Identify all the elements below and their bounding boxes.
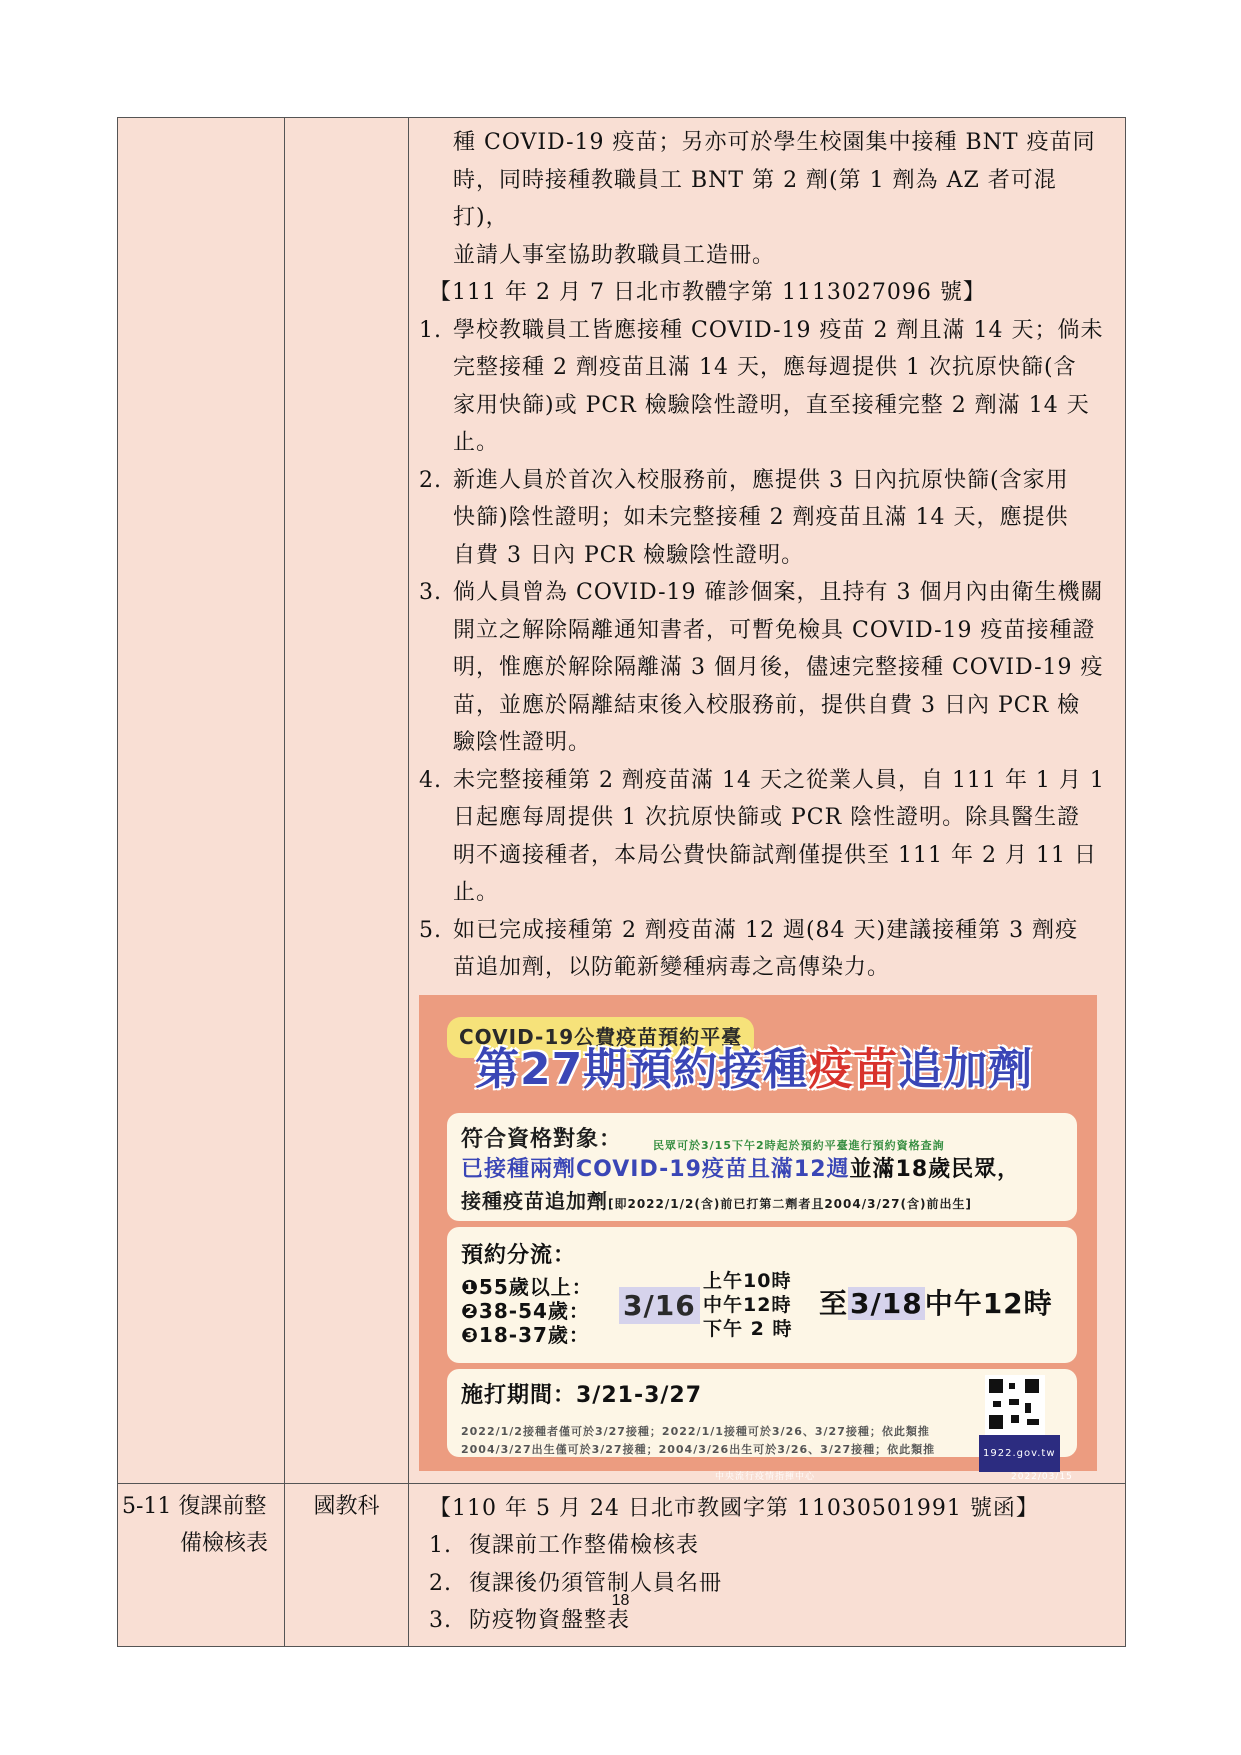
item-line: 完整接種 2 劑疫苗且滿 14 天，應每週提供 1 次抗原快篩(含	[453, 355, 1077, 380]
booking-time: 中午12時	[703, 1293, 792, 1316]
item-line: 明，惟應於解除隔離滿 3 個月後，儘速完整接種 COVID-19 疫	[453, 655, 1104, 680]
empty-name-cell	[118, 118, 285, 1484]
item-text: 復課後仍須管制人員名冊	[469, 1570, 723, 1596]
item-line: 驗陰性證明。	[453, 730, 592, 755]
item-line: 日起應每周提供 1 次抗原快篩或 PCR 陰性證明。除具醫生證	[453, 805, 1081, 830]
item-line: 止。	[453, 430, 500, 455]
deadline-prefix: 至	[819, 1286, 849, 1320]
eligibility-note: 民眾可於3/15下午2時起於預約平臺進行預約資格查詢	[653, 1138, 945, 1152]
page-number: 18	[611, 1592, 630, 1609]
table-row	[118, 1483, 1126, 1646]
vaccine-booking-poster	[419, 995, 1097, 1482]
item-line: 未完整接種第 2 劑疫苗滿 14 天之從業人員，自 111 年 1 月 1	[453, 767, 1105, 793]
item-number: 4.	[419, 767, 442, 793]
deadline-date: 3/18	[850, 1286, 923, 1320]
item-number: 5.	[419, 917, 442, 943]
list-item	[419, 574, 1107, 762]
item-number: 1.	[419, 317, 442, 343]
content-cell	[409, 118, 1126, 1484]
item-line: 明不適接種者，本局公費快篩試劑僅提供至 111 年 2 月 11 日	[453, 842, 1097, 868]
item-name-cell	[118, 1483, 285, 1646]
poster-title-part: 追加劑	[898, 1043, 1034, 1095]
qr-code-icon	[985, 1375, 1045, 1435]
booking-times	[703, 1269, 792, 1341]
poster-title-part: 第27期預約接種	[475, 1043, 809, 1095]
item-line: 自費 3 日內 PCR 檢驗陰性證明。	[453, 542, 805, 568]
period-note: 2004/3/27出生僅可於3/27接種；2004/3/26出生可於3/26、3/27接種；依此類推	[461, 1442, 936, 1456]
item-line: 家用快篩)或 PCR 檢驗陰性證明，直至接種完整 2 劑滿 14 天	[453, 392, 1090, 418]
booster-label: 接種疫苗追加劑	[461, 1188, 608, 1213]
schedule-box	[447, 1227, 1077, 1363]
deadline-time: 中午12時	[924, 1286, 1053, 1320]
eligibility-criteria-black: 並滿18歲民眾，	[849, 1156, 1021, 1182]
item-line: 苗，並應於隔離結束後入校服務前，提供自費 3 日內 PCR 檢	[453, 692, 1081, 718]
poster-date: 2022/03/15	[1011, 1471, 1073, 1482]
continuation-line: 種 COVID-19 疫苗；另亦可於學生校園集中接種 BNT 疫苗同	[453, 130, 1096, 155]
eligibility-booster	[461, 1183, 972, 1224]
item-number: 2.	[429, 1570, 452, 1596]
responsible-unit: 國教科	[313, 1493, 380, 1519]
continuation-line: 時，同時接種教職員工 BNT 第 2 劑(第 1 劑為 AZ 者可混打)，	[453, 167, 1057, 230]
poster-title	[475, 1043, 1034, 1095]
empty-unit-cell	[285, 118, 409, 1484]
poster-org: 中央流行疫情指揮中心	[715, 1471, 816, 1482]
document-reference: 【110 年 5 月 24 日北市教國字第 11030501991 號函】	[429, 1495, 1039, 1521]
list-item	[419, 762, 1107, 912]
poster-tag: COVID-19公費疫苗預約平臺	[447, 1017, 754, 1059]
list-item	[419, 462, 1107, 575]
age-group: ❷38-54歲：	[461, 1298, 590, 1323]
item-line: 快篩)陰性證明；如未完整接種 2 劑疫苗且滿 14 天，應提供	[453, 505, 1069, 530]
item-line: 止。	[453, 880, 500, 905]
checklist-table	[117, 117, 1126, 1647]
continuation-line: 並請人事室協助教職員工造冊。	[453, 242, 776, 268]
age-group: ❶55歲以上：	[461, 1274, 593, 1299]
item-number: 2.	[419, 467, 442, 493]
item-line: 苗追加劑，以防範新變種病毒之高傳染力。	[453, 955, 891, 980]
eligibility-box	[447, 1113, 1077, 1221]
poster-url: 1922.gov.tw	[979, 1435, 1060, 1473]
eligibility-label: 符合資格對象：	[461, 1126, 623, 1152]
eligibility-criteria-blue: 已接種兩劑COVID-19疫苗且滿12週	[461, 1156, 850, 1182]
item-text: 復課前工作整備檢核表	[469, 1533, 700, 1558]
list-item	[419, 912, 1107, 987]
item-line: 學校教職員工皆應接種 COVID-19 疫苗 2 劑且滿 14 天；倘未	[453, 317, 1104, 343]
period-note: 2022/1/2接種者僅可於3/27接種；2022/1/1接種可於3/26、3/27接種；依此類推	[461, 1424, 930, 1438]
item-line: 新進人員於首次入校服務前，應提供 3 日內抗原快篩(含家用	[453, 467, 1069, 493]
item-number: 3.	[419, 580, 442, 605]
booster-note: [即2022/1/2(含)前已打第二劑者且2004/3/27(含)前出生]	[608, 1196, 972, 1211]
booking-time: 上午10時	[703, 1269, 792, 1292]
item-number: 3.	[429, 1608, 452, 1633]
list-item	[429, 1527, 1107, 1565]
split-label: 預約分流：	[461, 1242, 577, 1268]
document-reference: 【111 年 2 月 7 日北市教體字第 1113027096 號】	[429, 280, 986, 305]
booking-time: 下午 2 時	[703, 1317, 793, 1340]
item-number: 1.	[429, 1533, 452, 1558]
booking-date: 3/16	[619, 1287, 700, 1325]
list-item	[419, 312, 1107, 462]
content-cell	[409, 1483, 1126, 1646]
item-line: 開立之解除隔離通知書者，可暫免檢具 COVID-19 疫苗接種證	[453, 617, 1096, 643]
item-text: 防疫物資盤整表	[469, 1608, 631, 1633]
item-name: 5-11 復課前整	[122, 1493, 267, 1519]
age-group: ❸18-37歲：	[461, 1322, 590, 1347]
vaccination-period: 施打期間：3/21-3/27	[461, 1382, 703, 1408]
item-line: 如已完成接種第 2 劑疫苗滿 12 週(84 天)建議接種第 3 劑疫	[453, 917, 1079, 943]
table-row	[118, 118, 1126, 1484]
unit-cell	[285, 1483, 409, 1646]
booking-deadline	[819, 1285, 1053, 1323]
item-name: 備檢核表	[179, 1531, 268, 1556]
poster-title-highlight: 疫苗	[808, 1043, 899, 1095]
item-line: 倘人員曾為 COVID-19 確診個案，且持有 3 個月內由衛生機關	[453, 580, 1104, 605]
